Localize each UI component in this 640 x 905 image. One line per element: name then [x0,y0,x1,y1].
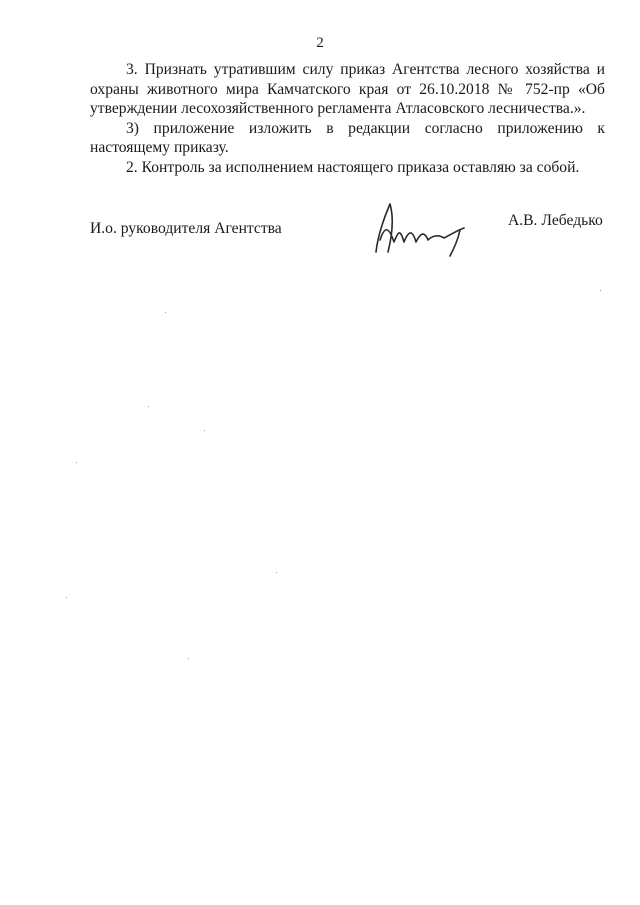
scan-speck [148,406,149,407]
scan-speck [165,312,166,313]
scan-speck [66,597,67,598]
scan-speck [600,290,601,291]
scan-speck [276,572,277,573]
scan-speck [76,462,77,463]
paragraph-control: 2. Контроль за исполнением настоящего приказа оставляю за собой. [126,158,580,176]
paragraph-appendix-edit: 3) приложение изложить в редакции согласно приложению к настоящему приказу. [90,119,605,156]
document-body [90,60,605,177]
signatory-name: А.В. Лебедько [508,212,603,229]
page-number: 2 [316,35,324,51]
handwritten-signature [368,198,468,260]
scan-speck [188,658,189,659]
signatory-title: И.о. руководителя Агентства [90,220,282,237]
paragraph-repeal-order: 3. Признать утратившим силу приказ Агентства лесного хозяйства и охраны животного мира Камчатского края от 26.10.2018 № 752-пр «Об утверждении лесохозяйственного регламента Атласовского лесничества.». [90,61,605,117]
scan-speck [204,430,205,431]
